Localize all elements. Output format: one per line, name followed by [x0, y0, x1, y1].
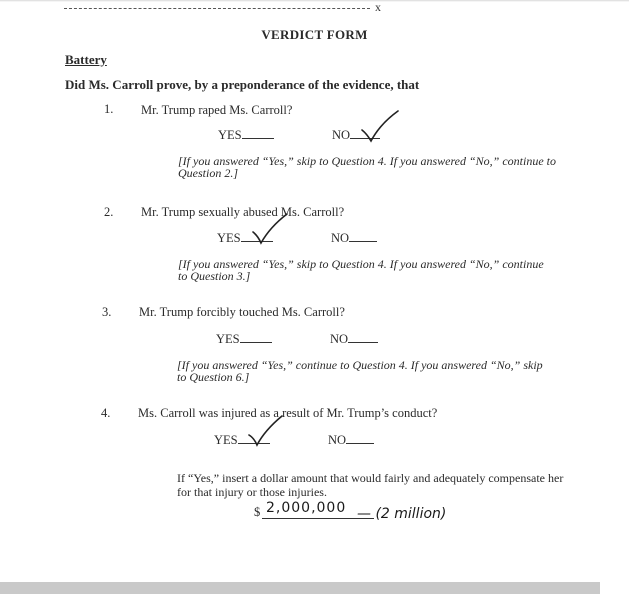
question-2-no[interactable] [331, 230, 377, 246]
instruction-line: [If you answered “Yes,” skip to Question 4. If you answered “No,” continue to [178, 154, 556, 168]
question-1-text: Mr. Trump raped Ms. Carroll? [141, 103, 293, 117]
yes-label: YES [214, 433, 238, 447]
question-3-number: 3. [102, 305, 112, 319]
instruction-line: to Question 3.] [178, 269, 251, 283]
yes-label: YES [216, 332, 240, 346]
question-2-number: 2. [104, 205, 114, 219]
no-label: NO [332, 128, 351, 142]
question-3-text: Mr. Trump forcibly touched Ms. Carroll? [139, 305, 345, 319]
handwritten-note: — (2 million) [357, 506, 447, 522]
no-blank [349, 230, 377, 242]
question-3-yes[interactable] [216, 331, 272, 347]
instruction-line: [If you answered “Yes,” skip to Question 4. If you answered “No,” continue [178, 257, 544, 271]
question-4-no[interactable] [328, 432, 374, 448]
question-1-instruction [178, 155, 578, 179]
question-2-text: Mr. Trump sexually abused Ms. Carroll? [141, 205, 345, 219]
no-label: NO [330, 332, 349, 346]
checkmark-icon [250, 212, 290, 246]
question-1-number: 1. [104, 102, 114, 116]
section-heading: Battery [65, 52, 107, 67]
separator-end-mark: x [375, 0, 381, 14]
question-4-number: 4. [101, 406, 111, 420]
compensation-line: If “Yes,” insert a dollar amount that would fairly and adequately compensate her [177, 471, 564, 485]
no-blank [348, 331, 378, 343]
checkmark-icon [246, 414, 286, 448]
intro-question: Did Ms. Carroll prove, by a preponderance of the evidence, that [65, 77, 420, 92]
no-label: NO [328, 433, 347, 447]
yes-blank [240, 331, 272, 343]
instruction-line: to Question 6.] [177, 370, 250, 384]
compensation-instruction [177, 471, 577, 499]
question-3-no[interactable] [330, 331, 378, 347]
yes-label: YES [217, 231, 241, 245]
page-bottom-bar [0, 582, 600, 594]
compensation-line: for that injury or those injuries. [177, 485, 327, 499]
instruction-line: Question 2.] [178, 166, 238, 180]
handwritten-amount: 2,000,000 [266, 500, 347, 516]
dollar-sign: $ [254, 505, 261, 519]
question-3-instruction [177, 359, 577, 383]
yes-label: YES [218, 128, 242, 142]
no-blank [346, 432, 374, 444]
yes-blank [242, 127, 274, 139]
no-label: NO [331, 231, 350, 245]
scan-edge [0, 0, 629, 2]
instruction-line: [If you answered “Yes,” continue to Question 4. If you answered “No,” skip [177, 358, 543, 372]
checkmark-icon [358, 108, 402, 144]
question-2-instruction [178, 258, 578, 282]
page-title: VERDICT FORM [261, 27, 368, 42]
question-1-yes[interactable] [218, 127, 274, 143]
dashed-separator [64, 8, 370, 9]
question-4-text: Ms. Carroll was injured as a result of Mr. Trump’s conduct? [138, 406, 438, 420]
